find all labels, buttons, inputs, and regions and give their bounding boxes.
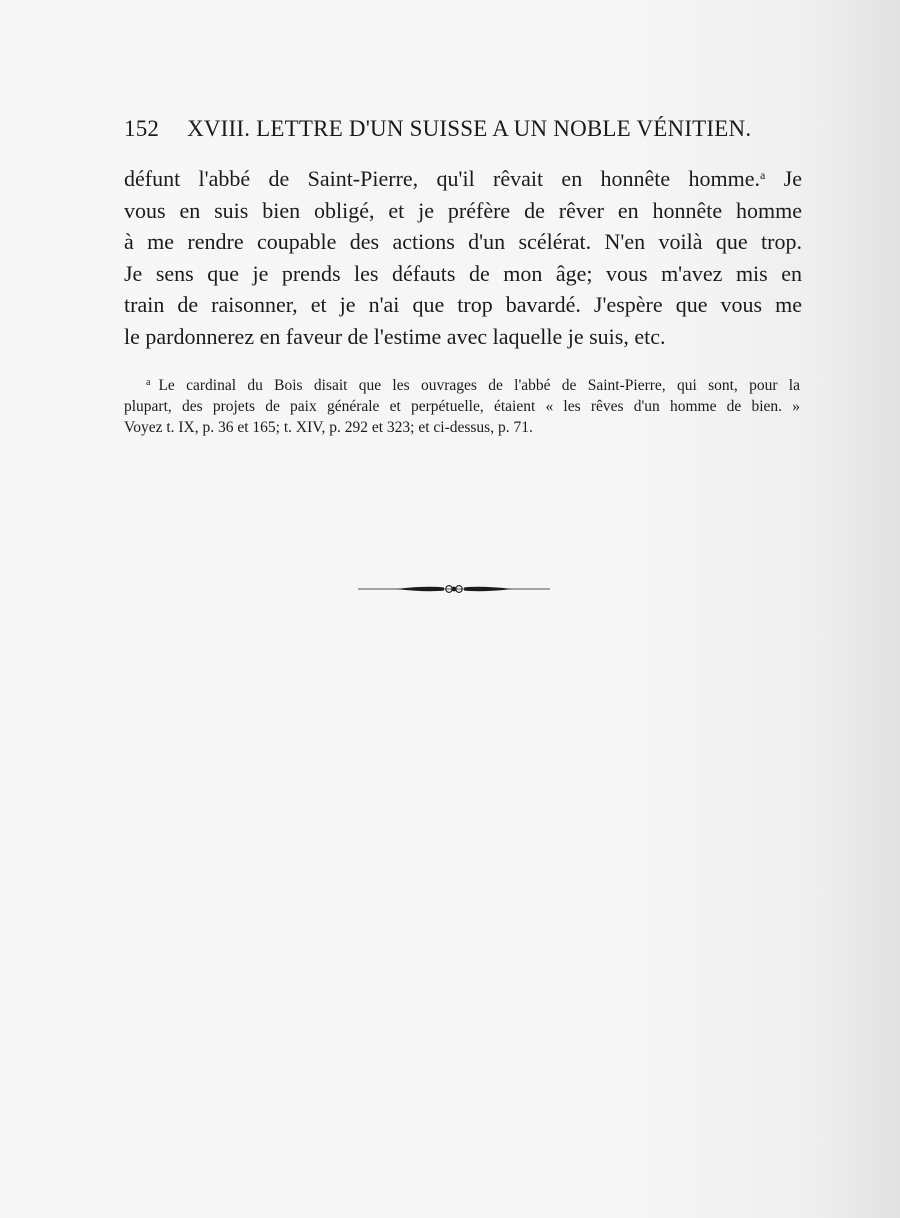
body-line: vous en suis bien obligé, et je préfère de rêver en honnête homme [124, 197, 802, 223]
body-line: le pardonnerez en faveur de l'estime avec laquelle je suis, etc. [124, 323, 666, 349]
body-line: train de raisonner, et je n'ai que trop bavardé. J'espère que vous me [124, 292, 802, 317]
body-line [124, 160, 802, 195]
footnote-marker: a [146, 377, 151, 388]
footnote-line-text: Le cardinal du Bois disait que les ouvrages de l'abbé de Saint-Pierre, qui sont, pour la [158, 377, 800, 394]
footnote-line: plupart, des projets de paix générale et perpétuelle, étaient « les rêves d'un homme de bien. » [124, 398, 800, 415]
footnote-line: Voyez t. IX, p. 36 et 165; t. XIV, p. 292 et 323; et ci-dessus, p. 71. [124, 419, 533, 436]
running-head [124, 116, 784, 148]
body-line: à me rendre coupable des actions d'un scélérat. N'en voilà que trop. [124, 229, 802, 254]
body-text [124, 160, 802, 352]
running-title: XVIII. LETTRE D'UN SUISSE A UN NOBLE VÉNITIEN. [187, 116, 752, 141]
ornament-divider-icon [356, 578, 552, 600]
footnote [124, 372, 800, 438]
footnote-line [124, 372, 800, 396]
page-number: 152 [124, 116, 160, 141]
body-line-text: défunt l'abbé de Saint-Pierre, qu'il rêvait en honnête homme. [124, 166, 760, 191]
footnote-reference: a [760, 168, 766, 182]
body-line-tail: Je [783, 166, 802, 191]
body-line: Je sens que je prends les défauts de mon âge; vous m'avez mis en [124, 260, 802, 286]
